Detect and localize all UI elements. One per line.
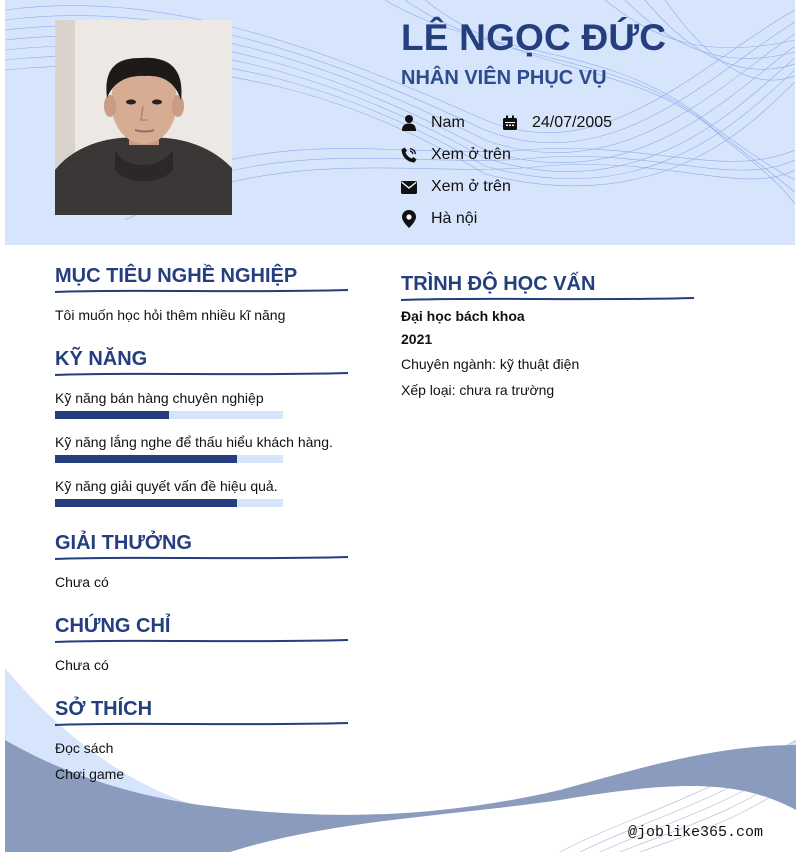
map-pin-icon [401, 210, 417, 228]
skill-label: Kỹ năng giải quyết vấn đề hiệu quả. [55, 478, 278, 494]
birthdate-value: 24/07/2005 [532, 114, 613, 131]
hobbies-title: SỞ THÍCH [55, 698, 153, 720]
certificates-text: Chưa có [55, 657, 109, 673]
education-rank: Xếp loại: chưa ra trường [401, 382, 555, 398]
address-row [401, 208, 477, 230]
certificates-title: CHỨNG CHỈ [55, 615, 171, 637]
skills-title: KỸ NĂNG [55, 348, 148, 370]
email-row [401, 176, 511, 198]
gender-row [401, 112, 465, 134]
skills-underline [55, 371, 348, 377]
skill-bar [55, 455, 283, 463]
skill-bar-fill [55, 411, 169, 419]
footer-waves [0, 640, 796, 852]
awards-text: Chưa có [55, 574, 109, 590]
education-title: TRÌNH ĐỘ HỌC VẤN [401, 273, 596, 295]
skill-bar-fill [55, 455, 237, 463]
education-major: Chuyên ngành: kỹ thuật điện [401, 356, 580, 372]
birthdate-row [502, 112, 612, 134]
objective-underline [55, 288, 348, 294]
awards-title: GIẢI THƯỞNG [55, 532, 192, 554]
calendar-icon [502, 114, 518, 132]
skill-label: Kỹ năng bán hàng chuyên nghiệp [55, 390, 264, 406]
hobbies-underline [55, 721, 348, 727]
hobby-item: Chơi game [55, 766, 125, 782]
skill-bar [55, 499, 283, 507]
awards-underline [55, 555, 348, 561]
phone-row [401, 144, 511, 166]
phone-icon [401, 146, 417, 164]
profile-photo [55, 20, 232, 215]
objective-text: Tôi muốn học hỏi thêm nhiều kĩ năng [55, 307, 286, 323]
full-name: LÊ NGỌC ĐỨC [401, 17, 667, 58]
gender-value: Nam [431, 114, 465, 131]
watermark-text: @joblike365.com [627, 824, 763, 841]
education-year: 2021 [401, 331, 433, 347]
skill-bar [55, 411, 283, 419]
envelope-icon [401, 178, 417, 196]
phone-value: Xem ở trên [431, 146, 511, 163]
skill-bar-fill [55, 499, 237, 507]
education-underline [401, 296, 694, 302]
certificates-underline [55, 638, 348, 644]
education-school: Đại học bách khoa [401, 308, 525, 324]
hobby-item: Đọc sách [55, 740, 114, 756]
skill-label: Kỹ năng lắng nghe để thấu hiểu khách hàng. [55, 434, 333, 450]
email-value: Xem ở trên [431, 178, 511, 195]
job-position: NHÂN VIÊN PHỤC VỤ [401, 67, 607, 89]
objective-title: MỤC TIÊU NGHỀ NGHIỆP [55, 265, 298, 287]
user-icon [401, 114, 417, 132]
address-value: Hà nội [431, 210, 478, 227]
